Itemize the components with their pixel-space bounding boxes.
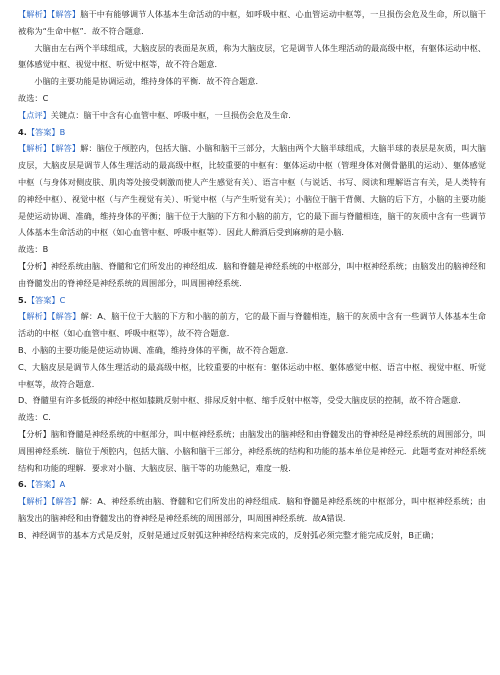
q4-solution — [18, 140, 486, 241]
q6-option-b-text: B、神经调节的基本方式是反射，反射是通过反射弧这种神经结构来完成的，反射弧必须完整才能完成反射，B正确； — [18, 529, 439, 540]
q4-choice-text: 故选：B — [18, 244, 49, 255]
q4-analysis — [18, 258, 486, 292]
answer-tag: 【答案】 — [26, 479, 60, 490]
q5-option-c — [18, 359, 486, 393]
analysis-tag: 【解析】 — [18, 311, 52, 322]
block1-text-3: 小脑的主要功能是协调运动，维持身体的平衡．故不符合题意． — [34, 76, 264, 87]
answer-tag: 【答案】 — [26, 294, 60, 305]
q4-number: 4. — [18, 126, 27, 137]
block1-comment — [18, 107, 486, 124]
detail-tag: 【解答】 — [51, 9, 81, 19]
analysis-tag: 【解析】 — [18, 496, 52, 507]
q5-analysis-text: 脑和脊髓是神经系统的中枢部分，叫中枢神经系统；由脑发出的脑神经和由脊髓发出的脊神经是神经系统的周围部分，叫周围神经系统．脑位于颅腔内，包括大脑、小脑和脑干三部分，神经系统的结构和功能的基本单位是神经元．此题考查对神经系统结构和功能的理解．要求对小脑、大脑皮层、脑干等的功能熟记，难度一般． — [18, 428, 486, 473]
detail-tag: 【解答】 — [51, 496, 81, 507]
q5-choice-text: 故选：C． — [18, 412, 57, 423]
block1-comment-text: 关键点：脑干中含有心血管中枢、呼吸中枢，一旦损伤会危及生命． — [50, 109, 297, 120]
block1-paragraph-2 — [18, 40, 486, 74]
q5-option-d-text: D、脊髓里有许多低级的神经中枢如膝跳反射中枢、排尿反射中枢、缩手反射中枢等，受受大脑皮层的控制，故不符合题意． — [18, 395, 467, 406]
q4-answer-line — [18, 124, 486, 141]
q4-choice — [18, 241, 486, 258]
fenxi-tag: 【分析】 — [18, 428, 51, 439]
q6-option-a — [18, 493, 486, 527]
q5-analysis — [18, 426, 486, 476]
block1-choice-text: 故选：C — [18, 92, 49, 103]
block1-text-2: 大脑由左右两个半球组成，大脑皮层的表面是灰质，称为大脑皮层，它是调节人体生理活动的最高级中枢，有躯体运动中枢、躯体感觉中枢、视觉中枢、听觉中枢等，故不符合题意． — [18, 42, 486, 70]
q5-option-b — [18, 342, 486, 359]
detail-tag: 【解答】 — [51, 311, 81, 322]
block1-paragraph-3 — [18, 73, 486, 90]
q5-option-c-text: C、大脑皮层是调节人体生理活动的最高级中枢，比较重要的中枢有：躯体运动中枢、躯体感觉中枢、语言中枢、视觉中枢、听觉中枢等，故符合题意． — [18, 361, 486, 389]
q5-option-d — [18, 392, 486, 409]
q4-analysis-text: 神经系统由脑、脊髓和它们所发出的神经组成．脑和脊髓是神经系统的中枢部分，叫中枢神经系统；由脑发出的脑神经和由脊髓发出的脊神经是神经系统的周围部分，叫周围神经系统． — [18, 260, 486, 288]
fenxi-tag: 【分析】 — [18, 260, 51, 271]
q5-answer-line — [18, 292, 486, 309]
q6-number: 6. — [18, 479, 27, 490]
q5-option-a — [18, 308, 486, 342]
block1-choice — [18, 90, 486, 107]
q6-answer: A — [59, 479, 66, 490]
q5-answer: C — [59, 294, 66, 305]
q6-answer-line — [18, 476, 486, 493]
q5-option-a-text: 解：A、脑干位于大脑的下方和小脑的前方，它的最下面与脊髓相连，脑干的灰质中含有一些调节人体基本生命活动的中枢（如心血管中枢、呼吸中枢等），故不符合题意． — [18, 311, 486, 339]
q5-number: 5. — [18, 294, 27, 305]
q5-choice — [18, 409, 486, 426]
analysis-tag: 【解析】 — [18, 9, 52, 19]
block1-text-1: 脑干中有能够调节人体基本生命活动的中枢，如呼吸中枢、心血管运动中枢等，一旦损伤会危及生命，所以脑干被称为“生命中枢”．故不符合题意． — [18, 9, 486, 36]
comment-tag: 【点评】 — [18, 109, 51, 120]
answer-tag: 【答案】 — [26, 126, 60, 137]
q4-solution-text: 解：脑位于颅腔内，包括大脑、小脑和脑干三部分，大脑由两个大脑半球组成，大脑半球的表层是灰质，叫大脑皮层，大脑皮层是调节人体生理活动的最高级中枢，比较重要的中枢有：躯体运动中枢（管理身体对侧骨骼肌的运动）、躯体感觉中枢（与身体对侧皮肤、肌肉等处接受刺激而使人产生感觉有关）、语言中枢（与说话、书写、阅读和理解语言有关，是人类特有的神经中枢）、视觉中枢（与产生视觉有关）、听觉中枢（与产生听觉有关）；小脑位于脑干背侧、大脑的后下方，小脑的主要功能是使运动协调、准确，维持身体的平衡；脑干位于大脑的下方和小脑的前方，它的最下面与脊髓相连，脑干的灰质中含有一些调节人体基本生命活动的中枢（如心血管中枢、呼吸中枢等）．因此人醉酒后受到麻痹的是小脑． — [18, 143, 486, 238]
q5-option-b-text: B、小脑的主要功能是使运动协调、准确，维持身体的平衡，故不符合题意． — [18, 344, 294, 355]
q4-answer: B — [59, 126, 66, 137]
q6-option-b — [18, 527, 486, 544]
block1-paragraph-1 — [18, 6, 486, 40]
q6-option-a-text: 解：A、神经系统由脑、脊髓和它们所发出的神经组成．脑和脊髓是神经系统的中枢部分，叫中枢神经系统；由脑发出的脑神经和由脊髓发出的脊神经是神经系统的周围部分，叫周围神经系统．故A错误． — [18, 496, 486, 523]
analysis-tag: 【解析】 — [18, 143, 52, 154]
detail-tag: 【解答】 — [51, 143, 81, 154]
